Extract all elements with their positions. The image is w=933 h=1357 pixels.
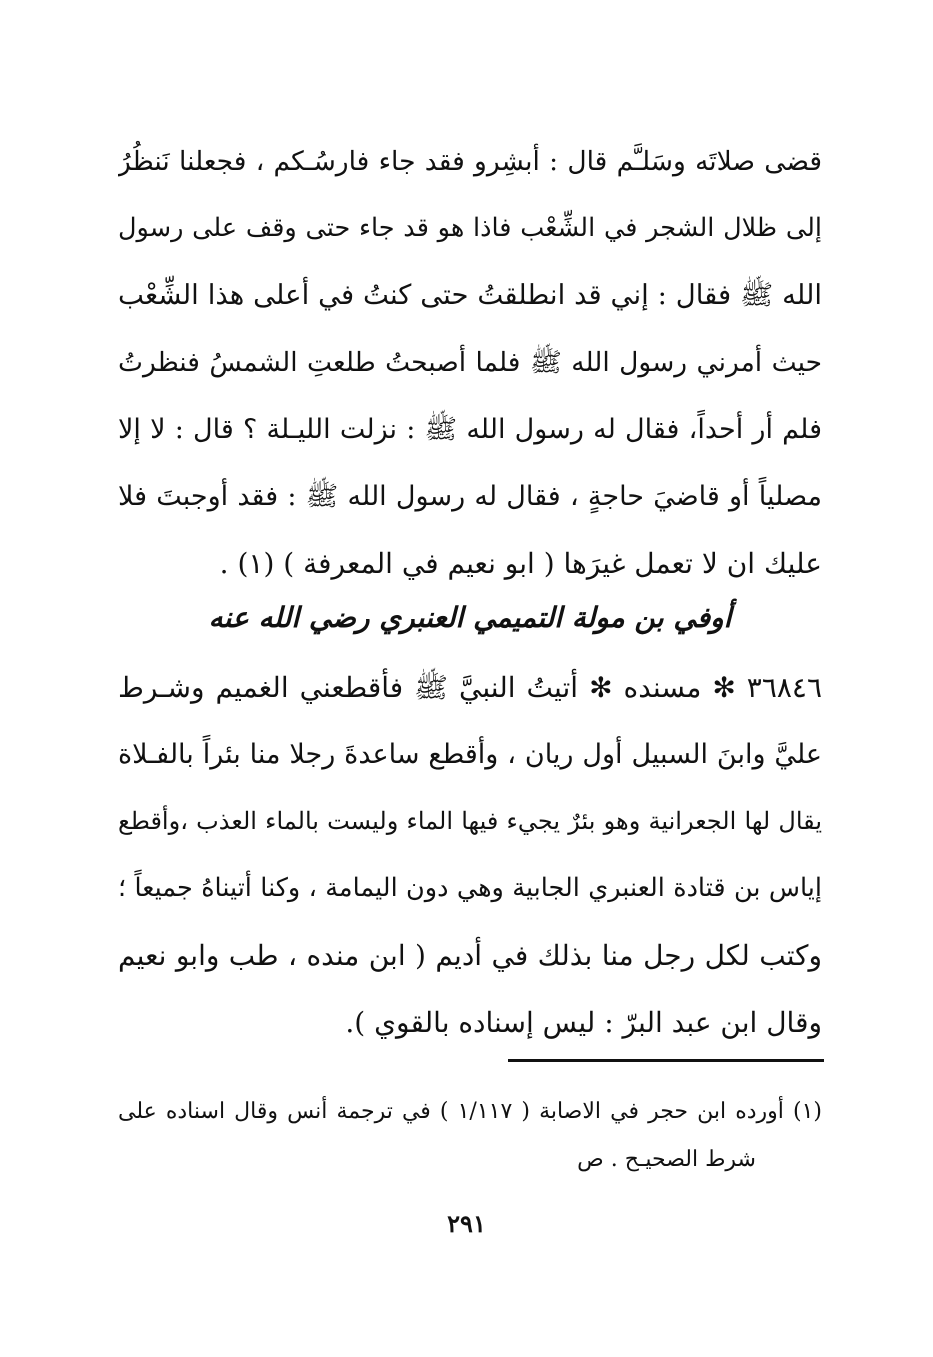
footnote-line: شرط الصحيـح . ص	[577, 1147, 756, 1172]
text-line: وكتب لكل رجل منا بذلك في أديم ( ابن منده ، طب وابو نعيم	[118, 939, 822, 972]
text-line: عليك ان لا تعمل غيرَها ( ابو نعيم في المعرفة ) (١) .	[219, 547, 822, 580]
section-heading: أوفي بن مولة التميمي العنبري رضي الله عنه	[208, 601, 732, 634]
text-line: الله ﷺ فقال : إني قد انطلقتُ حتى كنتُ في أعلى هذا الشِّعْب	[118, 279, 822, 311]
page-number: ٢٩١	[447, 1209, 486, 1238]
paragraph-1	[118, 128, 822, 597]
text-line: مصلياً أو قاضيَ حاجةٍ ، فقال له رسول الله ﷺ : فقد أوجبتَ فلا	[118, 481, 822, 512]
text-line: وقال ابن عبد البرّ : ليس إسناده بالقوي ).	[345, 1006, 822, 1039]
text-line: ٣٦٨٤٦ ✻ مسنده ✻ أتيتُ النبيَّ ﷺ فأقطعني الغميم وشـرط	[118, 671, 822, 704]
footnote	[118, 1088, 822, 1184]
text-line: يقال لها الجعرانية وهو بئرٌ يجيء فيها الماء وليست بالماء العذب ،وأقطع	[118, 807, 822, 835]
text-line: عليَّ وابنَ السبيل أول ريان ، وأقطع ساعدةَ رجلا منا بئراً بالفـلاة	[118, 739, 822, 770]
text-line: قضى صلاتَه وسَلـَّم قال : أبشِرو فقد جاء فارسُـكم ، فجعلنا نَنظُرُ	[118, 146, 822, 177]
text-line: إلى ظلال الشجر في الشِّعْب فاذا هو قد جاء حتى وقف على رسول	[118, 213, 822, 243]
footnote-line: (١) أورده ابن حجر في الاصابة ( ١/١١٧ ) في ترجمة أنس وقال اسناده على	[118, 1099, 822, 1124]
paragraph-2	[118, 654, 822, 1056]
text-line: حيث أمرني رسول الله ﷺ فلما أصبحتُ طلعتِ الشمسُ فنظرتُ	[118, 347, 822, 378]
text-line: إياس بن قتادة العنبري الجابية وهي دون اليمامة ، وكنا أتيناهُ جميعاً ؛	[118, 873, 822, 903]
footnote-separator	[508, 1059, 824, 1062]
text-line: فلم أر أحداً، فقال له رسول الله ﷺ : نزلت الليـلة ؟ قال : لا إلا	[118, 414, 822, 445]
